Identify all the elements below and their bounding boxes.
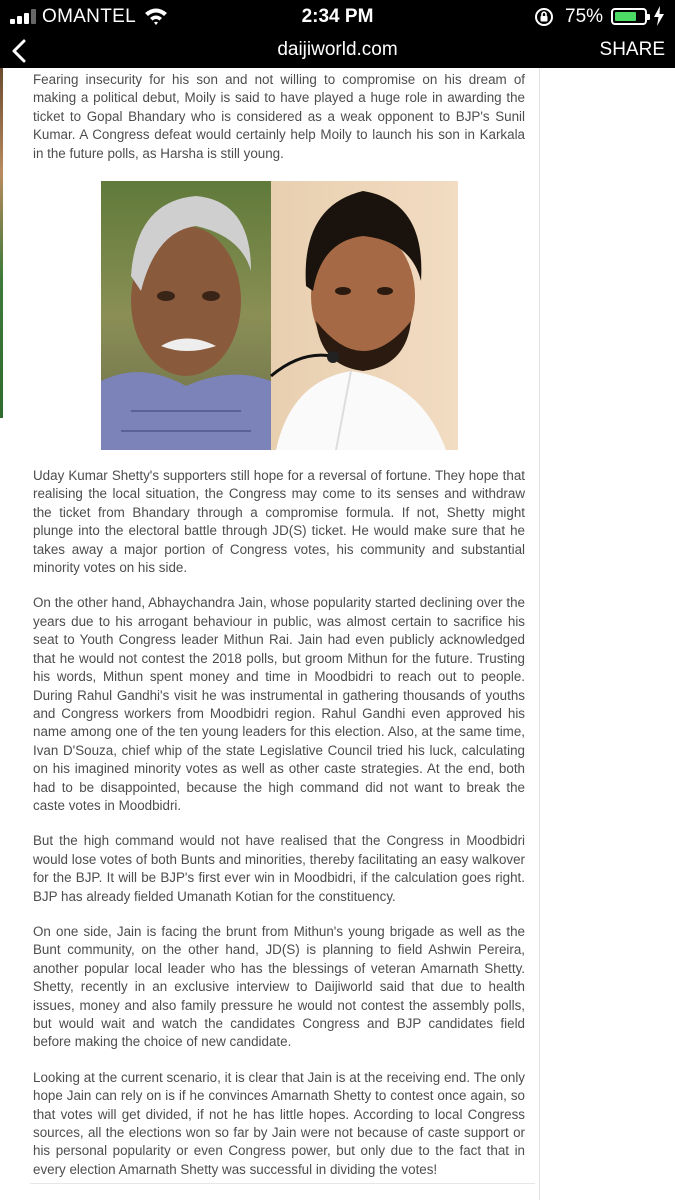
clock: 2:34 PM	[301, 6, 374, 27]
battery-percent: 75%	[565, 6, 604, 27]
status-bar	[0, 0, 675, 34]
battery-icon	[611, 8, 647, 25]
left-page-edge-image	[0, 68, 3, 418]
article-photo	[101, 181, 458, 450]
page-domain[interactable]: daijiworld.com	[277, 39, 398, 60]
browser-nav	[0, 34, 675, 68]
charging-bolt-icon	[653, 6, 665, 26]
carrier-name: OMANTEL	[42, 6, 136, 27]
content-divider	[539, 68, 540, 1200]
browser-top-bar	[0, 0, 675, 68]
share-button[interactable]: SHARE	[599, 39, 665, 60]
paragraph: Fearing insecurity for his son and not willing to compromise on his dream of making a political debut, Moily is said to have played a huge role in awarding the ticket to Gopal Bhandary who is considered as a weak opponent to BJP's Sunil Kumar. A Congress defeat would certainly help Moily to launch his son in Karkala in the future polls, as Harsha is still young.	[33, 72, 525, 161]
paragraph: Uday Kumar Shetty's supporters still hope for a reversal of fortune. They hope that realising the local situation, the Congress may come to its senses and withdraw the ticket from Bhandary through a compromise formula. If not, Shetty might plunge into the electoral battle through JD(S) ticket. He would make sure that he takes away a major portion of Congress votes, his community and substantial minority votes on his side.	[33, 468, 525, 576]
bottom-divider	[30, 1183, 535, 1184]
paragraph: On one side, Jain is facing the brunt from Mithun's young brigade as well as the Bunt community, on the other hand, JD(S) is planning to field Ashwin Pereira, another popular local leader who has the blessings of veteran Amarnath Shetty. Shetty, recently in an exclusive interview to Daijiworld said that due to health issues, money and also family pressure he would not contest the assembly polls, but would wait and watch the candidates Congress and BJP candidates field before making the choice of new candidate.	[33, 923, 525, 1050]
paragraph: But the high command would not have realised that the Congress in Moodbidri would lose votes of both Bunts and minorities, thereby facilitating an easy walkover for the BJP. It will be BJP's first ever win in Moodbidri, if the calculation goes right. BJP has already fielded Umanath Kotian for the constituency.	[33, 833, 525, 904]
paragraph: Looking at the current scenario, it is clear that Jain is at the receiving end. The only hope Jain can rely on is if he convinces Amarnath Shetty to contest once again, so that votes will get divided, if not he has little hopes. According to local Congress sources, all the elections won so far by Jain were not because of caste support or his personal popularity or even Congress power, but only due to the fact that in every election Amarnath Shetty was successful in dividing the votes!	[33, 1069, 525, 1177]
orientation-lock-icon	[534, 7, 554, 27]
paragraph: On the other hand, Abhaychandra Jain, whose popularity started declining over the years due to his arrogant behaviour in public, was almost certain to sacrifice his seat to Youth Congress leader Mithun Rai. Jain had even publicly acknowledged that he would not contest the 2018 polls, but groom Mithun for the future. Trusting his words, Mithun spent money and time in Moodbidri to reach out to people. During Rahul Gandhi's visit he was instrumental in gathering thousands of youths and Congress workers from Moodbidri region. Rahul Gandhi even approved his name among one of the ten young leaders for this election. Also, at the same time, Ivan D'Souza, chief whip of the state Legislative Council tried his luck, calculating on his imagined minority votes as well as other caste strategies. At the end, both had to be disappointed, because the high command did not want to break the caste votes in Moodbidri.	[33, 595, 525, 813]
